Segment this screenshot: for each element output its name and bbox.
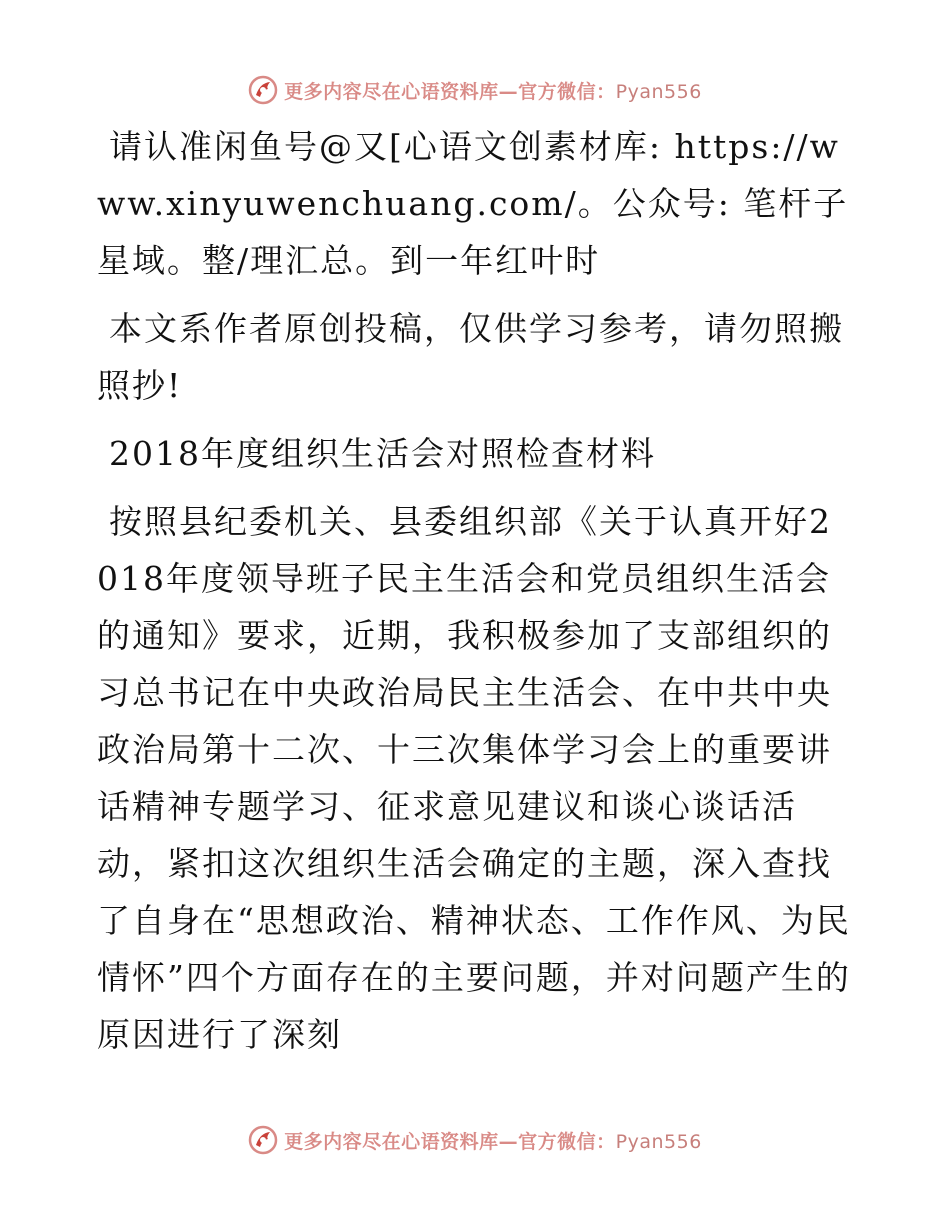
notice-paragraph: 请认准闲鱼号@又[心语文创素材库: https://www.xinyuwenchuang.com/。公众号: 笔杆子星域。整/理汇总。到一年红叶时 xyxy=(97,127,849,280)
brand-logo-icon xyxy=(248,1125,278,1155)
wechat-id: Pyan556 xyxy=(615,1130,702,1153)
watermark-label xyxy=(284,77,702,104)
document-body xyxy=(97,118,853,1063)
watermark-text: 更多内容尽在心语资料库—官方微信： xyxy=(284,1130,616,1153)
copyright-paragraph: 本文系作者原创投稿，仅供学习参考，请勿照搬照抄! xyxy=(97,309,844,405)
header-watermark xyxy=(0,70,950,110)
watermark-label xyxy=(284,1127,702,1154)
footer-watermark xyxy=(0,1120,950,1160)
brand-logo-icon xyxy=(248,75,278,105)
document-title: 2018年度组织生活会对照检查材料 xyxy=(109,434,656,473)
wechat-id: Pyan556 xyxy=(615,80,702,103)
watermark-text: 更多内容尽在心语资料库—官方微信： xyxy=(284,80,616,103)
body-paragraph: 按照县纪委机关、县委组织部《关于认真开好2018年度领导班子民主生活会和党员组织生活会的通知》要求，近期，我积极参加了支部组织的习总书记在中央政治局民主生活会、在中共中央政治局第十二次、十三次集体学习会上的重要讲话精神专题学习、征求意见建议和谈心谈话活动，紧扣这次组织生活会确定的主题，深入查找了自身在“思想政治、精神状态、工作作风、为民情怀”四个方面存在的主要问题，并对问题产生的原因进行了深刻 xyxy=(97,502,851,1054)
